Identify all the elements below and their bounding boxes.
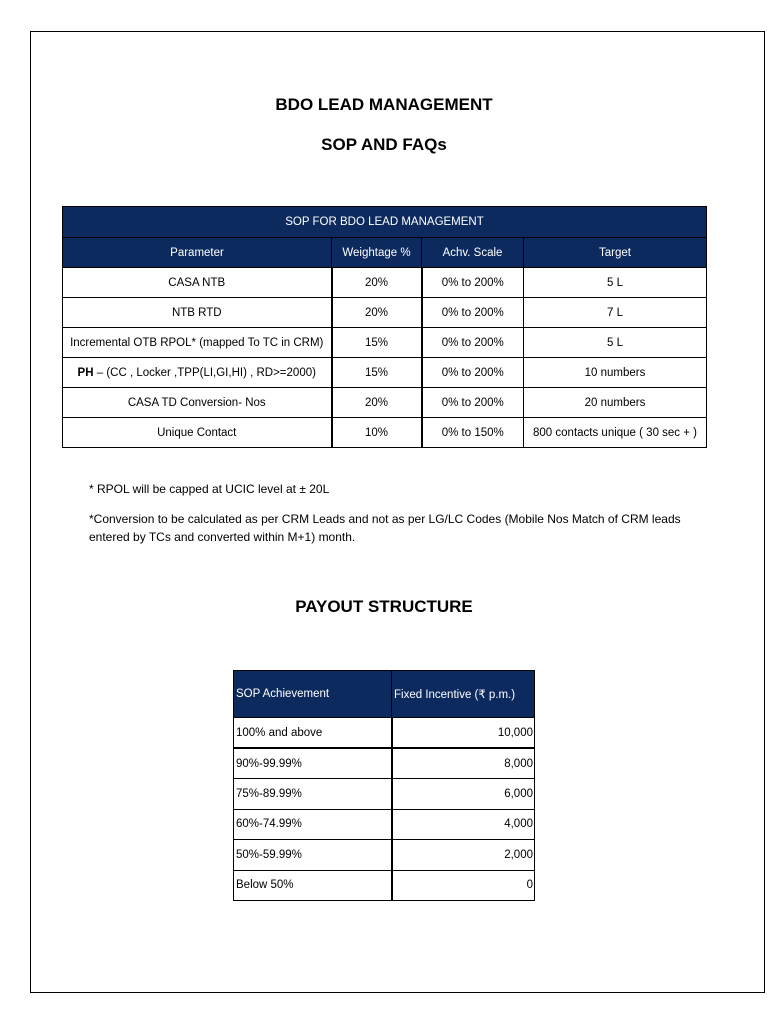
scale-cell: 0% to 200%: [422, 328, 524, 358]
payout-table: [233, 670, 535, 901]
incentive-cell: 6,000: [392, 779, 535, 810]
parameter-cell: [63, 298, 332, 328]
note-rpol-cap: * RPOL will be capped at UCIC level at ± 20L: [89, 482, 330, 496]
table-row: [234, 809, 535, 840]
parameter-text: CASA TD Conversion- Nos: [127, 396, 266, 409]
weightage-cell: 10%: [332, 418, 422, 448]
table-row: [234, 840, 535, 871]
parameter-cell: [63, 328, 332, 358]
table-row: [234, 718, 535, 749]
column-header-weightage: Weightage %: [332, 238, 422, 268]
column-header-sop-achievement: SOP Achievement: [234, 671, 392, 718]
table-row: [63, 418, 707, 448]
weightage-cell: 20%: [332, 298, 422, 328]
note-conversion: *Conversion to be calculated as per CRM Leads and not as per LG/LC Codes (Mobile Nos Match of CRM leads entered by TCs and converted within M+1) month.: [89, 512, 681, 544]
target-cell: 20 numbers: [524, 388, 707, 418]
column-header-target: Target: [524, 238, 707, 268]
sop-table-caption: SOP FOR BDO LEAD MANAGEMENT: [63, 207, 707, 238]
table-row: [63, 298, 707, 328]
target-cell: 800 contacts unique ( 30 sec + ): [524, 418, 707, 448]
scale-cell: 0% to 200%: [422, 358, 524, 388]
column-header-fixed-incentive: Fixed Incentive (₹ p.m.): [392, 671, 535, 718]
sop-table-caption-row: [63, 207, 707, 238]
achievement-cell: 50%-59.99%: [234, 840, 392, 871]
document-subtitle: SOP AND FAQs: [321, 135, 447, 154]
parameter-cell: [63, 268, 332, 298]
table-row: [63, 328, 707, 358]
document-title: BDO LEAD MANAGEMENT: [275, 95, 493, 114]
scale-cell: 0% to 150%: [422, 418, 524, 448]
weightage-cell: 20%: [332, 268, 422, 298]
table-row: [63, 358, 707, 388]
parameter-text: NTB RTD: [171, 306, 222, 319]
parameter-text: – (CC , Locker ,TPP(LI,GI,HI) , RD>=2000): [93, 366, 316, 379]
target-cell: 5 L: [524, 328, 707, 358]
incentive-cell: 4,000: [392, 809, 535, 840]
weightage-cell: 15%: [332, 328, 422, 358]
parameter-cell: [63, 358, 332, 388]
table-row: [63, 268, 707, 298]
parameter-text: Incremental OTB RPOL* (mapped To TC in CRM): [70, 336, 324, 349]
incentive-cell: 8,000: [392, 748, 535, 779]
table-row: [234, 779, 535, 810]
scale-cell: 0% to 200%: [422, 388, 524, 418]
table-row: [63, 388, 707, 418]
weightage-cell: 15%: [332, 358, 422, 388]
incentive-cell: 10,000: [392, 718, 535, 749]
achievement-cell: 90%-99.99%: [234, 748, 392, 779]
parameter-text: CASA NTB: [168, 276, 226, 289]
achievement-cell: 60%-74.99%: [234, 809, 392, 840]
achievement-cell: 75%-89.99%: [234, 779, 392, 810]
target-cell: 5 L: [524, 268, 707, 298]
incentive-cell: 2,000: [392, 840, 535, 871]
sop-table-header-row: [63, 238, 707, 268]
scale-cell: 0% to 200%: [422, 268, 524, 298]
achievement-cell: Below 50%: [234, 870, 392, 901]
parameter-cell: [63, 388, 332, 418]
column-header-parameter: Parameter: [63, 238, 332, 268]
target-cell: 7 L: [524, 298, 707, 328]
payout-structure-title: PAYOUT STRUCTURE: [295, 597, 473, 616]
scale-cell: 0% to 200%: [422, 298, 524, 328]
parameter-text: Unique Contact: [157, 426, 237, 439]
parameter-cell: [63, 418, 332, 448]
achievement-cell: 100% and above: [234, 718, 392, 749]
sop-table: [62, 206, 707, 448]
column-header-achv-scale: Achv. Scale: [422, 238, 524, 268]
table-row: [234, 870, 535, 901]
payout-header-row: [234, 671, 535, 718]
incentive-cell: 0: [392, 870, 535, 901]
target-cell: 10 numbers: [524, 358, 707, 388]
table-row: [234, 748, 535, 779]
parameter-bold-prefix: PH: [77, 366, 94, 379]
weightage-cell: 20%: [332, 388, 422, 418]
